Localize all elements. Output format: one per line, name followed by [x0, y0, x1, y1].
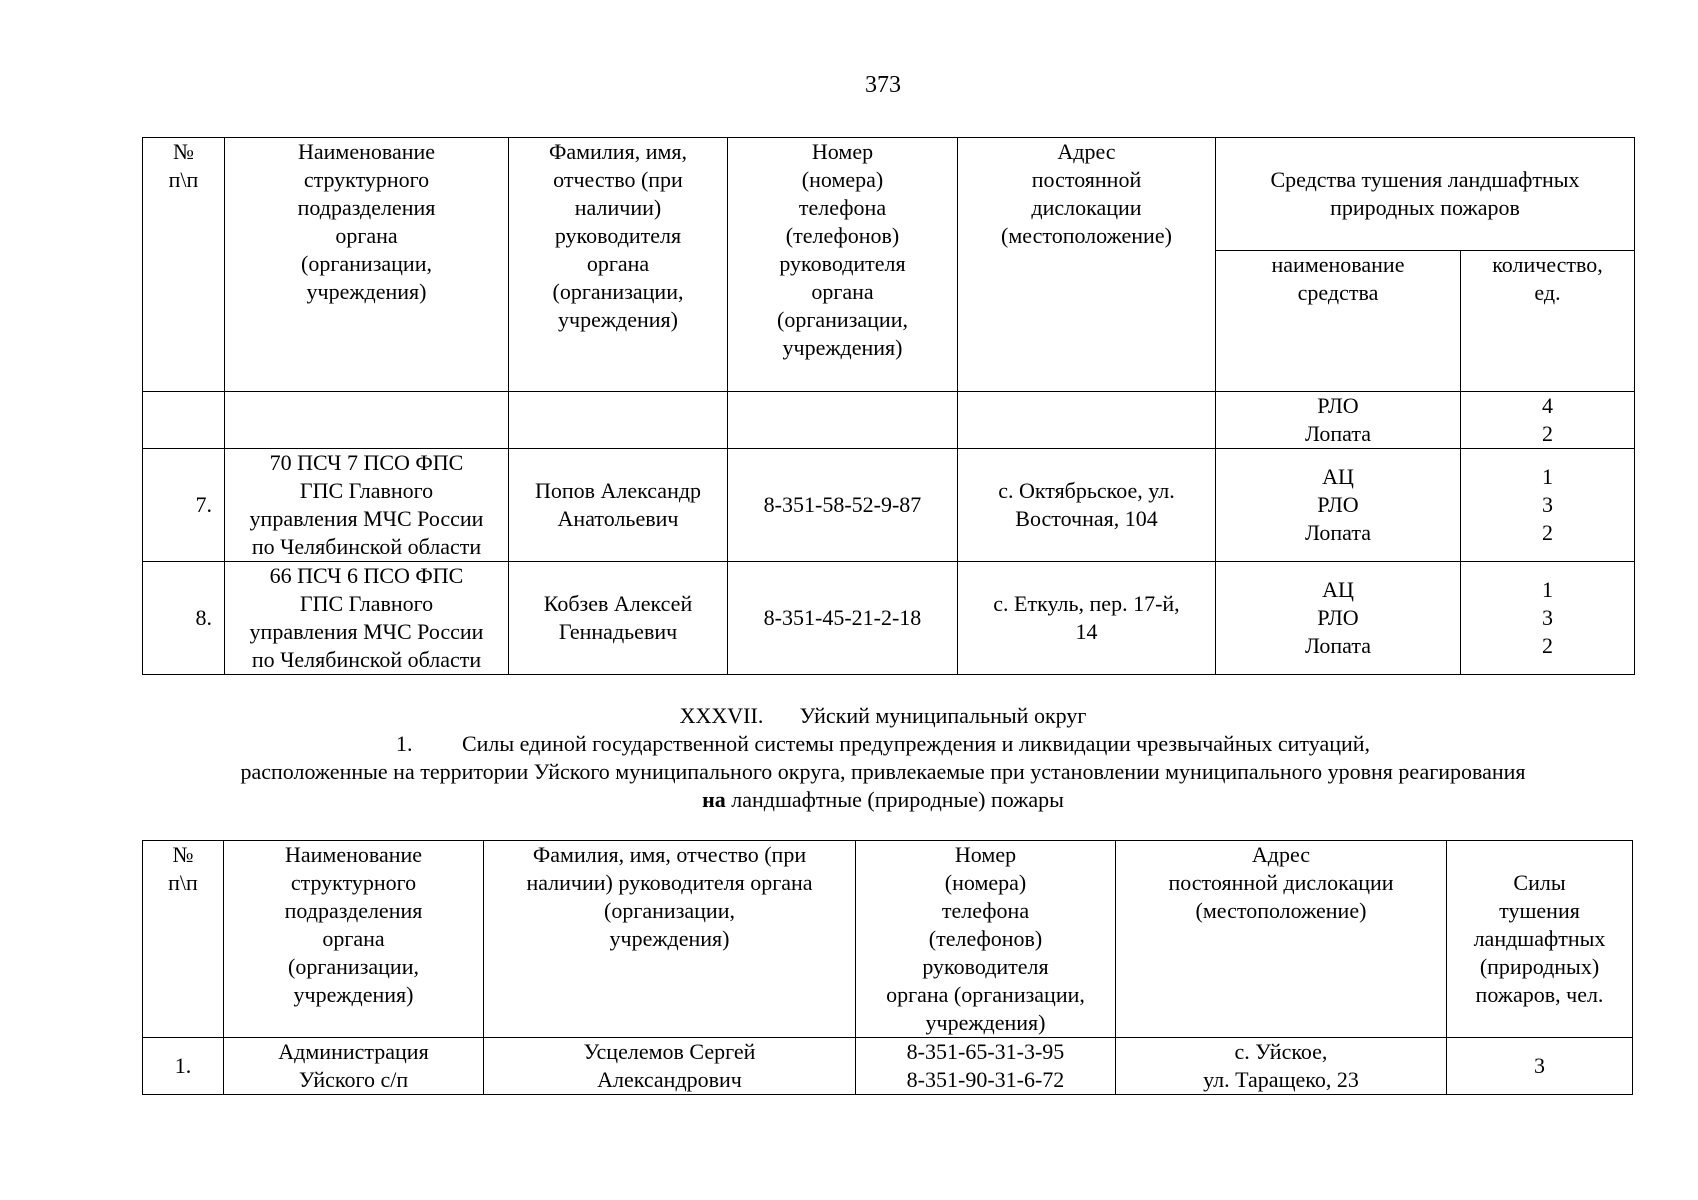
row-phone: 8-351-45-21-2-18: [728, 562, 958, 675]
header-num: № п\п: [143, 841, 224, 1038]
row-phone: [728, 392, 958, 449]
row-qty: 4 2: [1461, 392, 1635, 449]
row-address: с. Уйское, ул. Таращеко, 23: [1116, 1038, 1447, 1095]
section-subtitle-line1: 1. Силы единой государственной системы предупреждения и ликвидации чрезвычайных ситуаций,: [395, 731, 1371, 756]
header-org: Наименование структурного подразделения органа (организации, учреждения): [225, 138, 509, 392]
row-org: 66 ПСЧ 6 ПСО ФПС ГПС Главного управления МЧС России по Челябинской области: [225, 562, 509, 675]
header-means: Средства тушения ландшафтных природных пожаров: [1216, 138, 1635, 251]
row-means: АЦ РЛО Лопата: [1216, 562, 1461, 675]
row-phone: 8-351-65-31-3-95 8-351-90-31-6-72: [856, 1038, 1116, 1095]
row-forces: 3: [1447, 1038, 1633, 1095]
section-title: XXXVII. Уйский муниципальный округ: [679, 703, 1087, 728]
table-row: [143, 449, 1635, 562]
section-heading: [0, 702, 1698, 814]
header-org: Наименование структурного подразделения органа (организации, учреждения): [224, 841, 484, 1038]
row-phone: 8-351-58-52-9-87: [728, 449, 958, 562]
header-forces: Силы тушения ландшафтных (природных) пожаров, чел.: [1447, 841, 1633, 1038]
row-address: [958, 392, 1216, 449]
row-means: АЦ РЛО Лопата: [1216, 449, 1461, 562]
row-means: РЛО Лопата: [1216, 392, 1461, 449]
row-head: Усцелемов Сергей Александрович: [484, 1038, 856, 1095]
row-head: Попов Александр Анатольевич: [509, 449, 728, 562]
header-phone: Номер (номера) телефона (телефонов) руководителя органа (организации, учреждения): [856, 841, 1116, 1038]
row-address: с. Еткуль, пер. 17-й, 14: [958, 562, 1216, 675]
row-num: 7.: [143, 449, 225, 562]
header-phone: Номер (номера) телефона (телефонов) руководителя органа (организации, учреждения): [728, 138, 958, 392]
table-row: [143, 392, 1635, 449]
header-address: Адрес постоянной дислокации (местоположение): [1116, 841, 1447, 1038]
row-head: Кобзев Алексей Геннадьевич: [509, 562, 728, 675]
row-address: с. Октябрьское, ул. Восточная, 104: [958, 449, 1216, 562]
row-num: [143, 392, 225, 449]
header-means-qty: количество, ед.: [1461, 251, 1635, 392]
row-org: Администрация Уйского с/п: [224, 1038, 484, 1095]
header-means-name: наименование средства: [1216, 251, 1461, 392]
table-row: [143, 562, 1635, 675]
table-row: [143, 1038, 1633, 1095]
row-qty: 1 3 2: [1461, 449, 1635, 562]
header-address: Адрес постоянной дислокации (местоположение): [958, 138, 1216, 392]
section-subtitle-line2: расположенные на территории Уйского муниципального округа, привлекаемые при установлении муниципального уровня реагирования: [240, 759, 1526, 784]
row-qty: 1 3 2: [1461, 562, 1635, 675]
header-head: Фамилия, имя, отчество (при наличии) руководителя органа (организации, учреждения): [509, 138, 728, 392]
header-head: Фамилия, имя, отчество (при наличии) руководителя органа (организации, учреждения): [484, 841, 856, 1038]
page-number: 373: [865, 72, 901, 98]
row-org: 70 ПСЧ 7 ПСО ФПС ГПС Главного управления МЧС России по Челябинской области: [225, 449, 509, 562]
section-subtitle-line3: на ландшафтные (природные) пожары: [702, 787, 1064, 812]
row-head: [509, 392, 728, 449]
resources-table-1: [142, 137, 1635, 675]
forces-table: [142, 840, 1633, 1095]
row-num: 1.: [143, 1038, 224, 1095]
row-org: [225, 392, 509, 449]
row-num: 8.: [143, 562, 225, 675]
header-num: № п\п: [143, 138, 225, 392]
